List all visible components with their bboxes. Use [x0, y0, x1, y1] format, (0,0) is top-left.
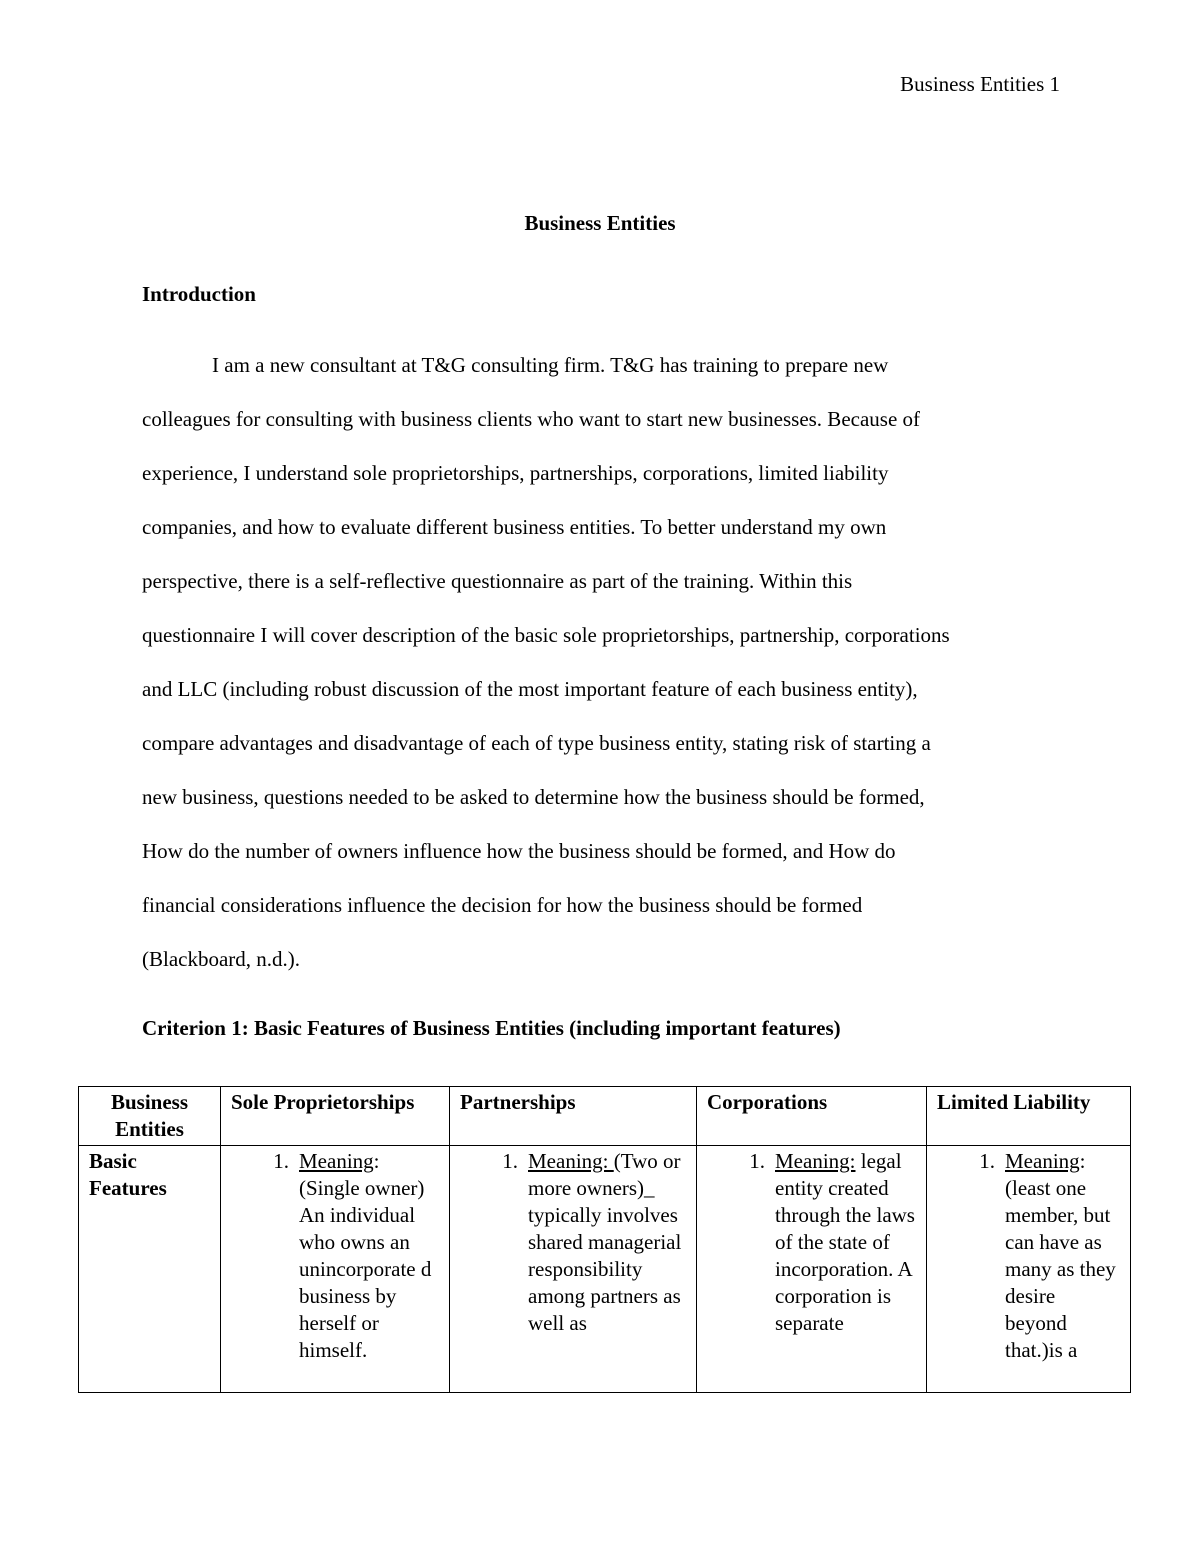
list-item	[460, 1148, 686, 1337]
cell-text: legal entity created through the laws of the state of incorporation. A corporation is separate	[775, 1149, 915, 1335]
list-number: 1.	[979, 1149, 995, 1173]
paragraph-line: How do the number of owners influence how the business should be formed, and How do	[142, 839, 896, 863]
cell-sole-proprietorships	[221, 1146, 450, 1393]
running-head: Business Entities 1	[900, 72, 1060, 96]
paragraph-line: I am a new consultant at T&G consulting firm. T&G has training to prepare new	[212, 353, 889, 377]
row-label-basic-features: Basic Features	[79, 1146, 221, 1393]
introduction-heading: Introduction	[142, 282, 256, 306]
paragraph-line: new business, questions needed to be asked to determine how the business should be formed,	[142, 785, 925, 809]
term-meaning: Meaning	[1005, 1149, 1080, 1173]
paragraph-line: colleagues for consulting with business clients who want to start new businesses. Because of	[142, 407, 921, 431]
list-item	[937, 1148, 1120, 1364]
table-row	[79, 1146, 1131, 1393]
term-meaning: Meaning:	[528, 1149, 614, 1173]
paragraph-line: and LLC (including robust discussion of the most important feature of each business entity),	[142, 677, 918, 701]
paragraph-line: companies, and how to evaluate different business entities. To better understand my own	[142, 515, 887, 539]
criterion-1-heading: Criterion 1: Basic Features of Business Entities (including important features)	[142, 1016, 841, 1040]
cell-limited-liability	[927, 1146, 1131, 1393]
list-item	[707, 1148, 916, 1337]
list-number: 1.	[749, 1149, 765, 1173]
header-partnerships: Partnerships	[450, 1087, 697, 1146]
paragraph-line: experience, I understand sole proprietorships, partnerships, corporations, limited liability	[142, 461, 889, 485]
list-item	[231, 1148, 439, 1364]
list-number: 1.	[502, 1149, 518, 1173]
cell-partnerships	[450, 1146, 697, 1393]
paragraph-line: (Blackboard, n.d.).	[142, 947, 301, 971]
paragraph-line: perspective, there is a self-reflective questionnaire as part of the training. Within this	[142, 569, 853, 593]
header-limited-liability: Limited Liability	[927, 1087, 1131, 1146]
paragraph-line: compare advantages and disadvantage of each of type business entity, stating risk of starting a	[142, 731, 931, 755]
cell-text: (Two or more owners)_ typically involves shared managerial responsibility among partners as well as	[528, 1149, 682, 1335]
paragraph-line: financial considerations influence the decision for how the business should be formed	[142, 893, 863, 917]
paragraph-line: questionnaire I will cover description of the basic sole proprietorships, partnership, corporations	[142, 623, 950, 647]
table-header-row	[79, 1087, 1131, 1146]
header-sole-proprietorships: Sole Proprietorships	[221, 1087, 450, 1146]
term-meaning: Meaning	[299, 1149, 374, 1173]
basic-features-table	[78, 1086, 1131, 1393]
term-meaning: Meaning:	[775, 1149, 856, 1173]
introduction-paragraph	[142, 338, 1062, 986]
cell-text: : (least one member, but can have as many as they desire beyond that.)is a	[1005, 1149, 1116, 1362]
list-number: 1.	[273, 1149, 289, 1173]
header-corporations: Corporations	[697, 1087, 927, 1146]
header-business-entities: Business Entities	[79, 1087, 221, 1146]
document-title: Business Entities	[524, 211, 676, 235]
cell-text: : (Single owner) An individual who owns an unincorporate d business by herself or himself.	[299, 1149, 432, 1362]
cell-corporations	[697, 1146, 927, 1393]
